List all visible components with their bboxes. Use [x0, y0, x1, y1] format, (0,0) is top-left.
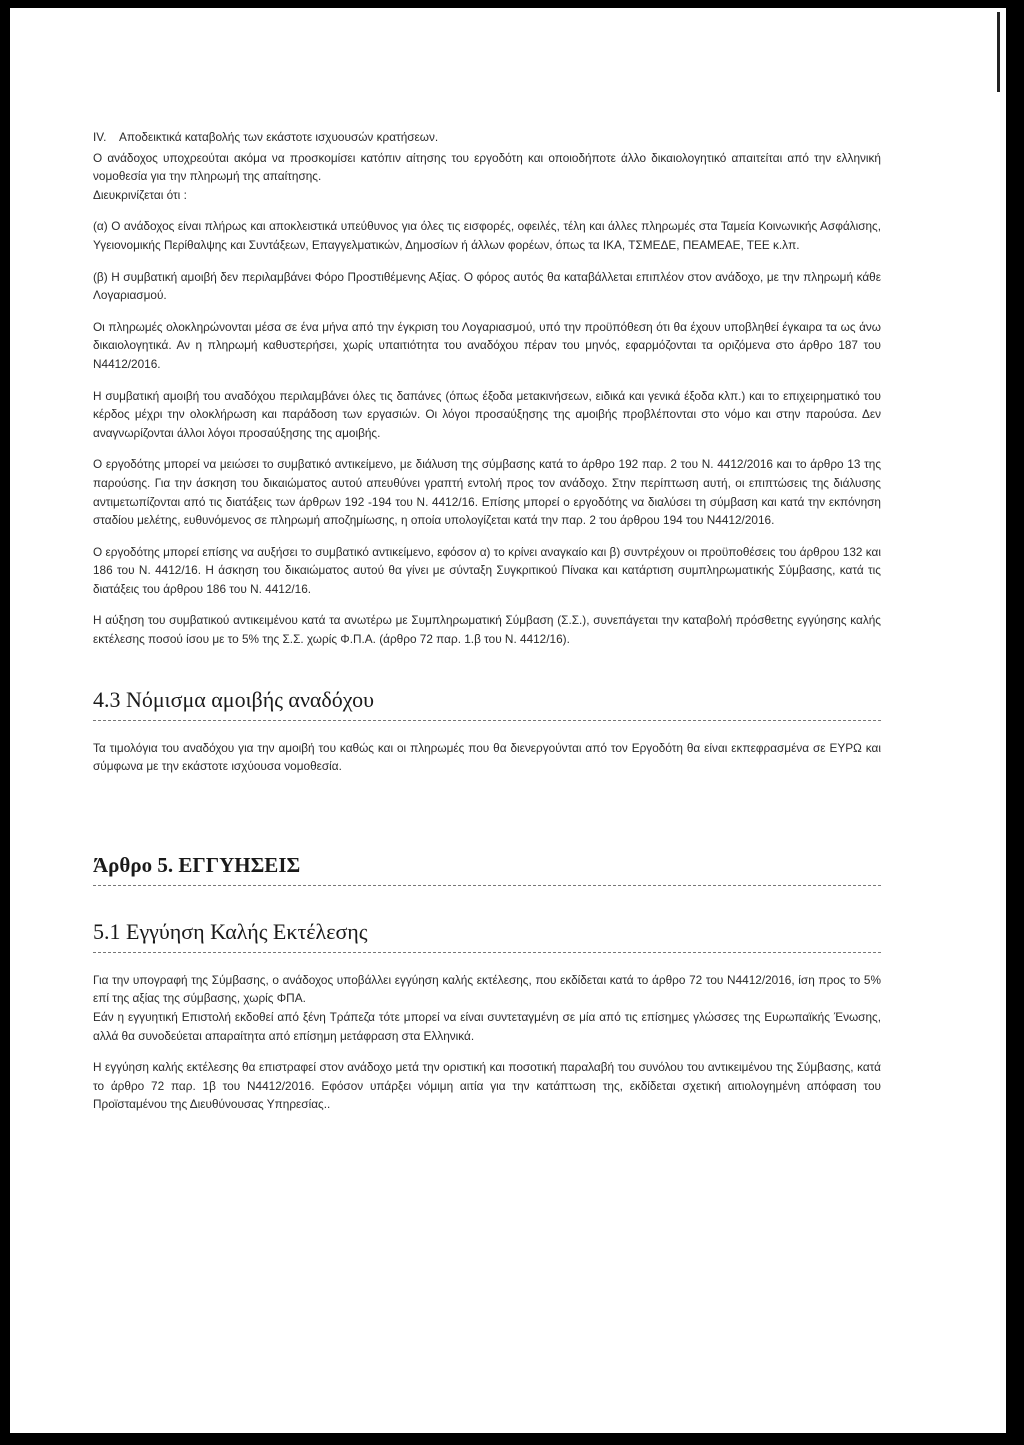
scan-edge-mark: [991, 12, 1000, 92]
paragraph: Ο εργοδότης μπορεί να μειώσει το συμβατικό αντικείμενο, με διάλυση της σύμβασης κατά το άρθρο 192 παρ. 2 του Ν. 4412/2016 και το άρθρο 13 της παρούσης. Για την άσκηση του δικαιώματος αυτού απευθύνει γραπτή εντολή προς τον ανάδοχο. Στην περίπτωση αυτή, οι επιπτώσεις της διάλυσης αντιμετωπίζονται από τις διατάξεις των άρθρων 192 -194 του Ν. 4412/16. Επίσης μπορεί ο εργοδότης να διαλύσει τη σύμβαση και κατά την εκπόνηση σταδίου μελέτης, ευθυνόμενος σε πληρωμή αποζημίωσης, η οποία υπολογίζεται κατά την παρ. 2 του άρθρου 194 του Ν4412/2016.: [93, 457, 881, 528]
article-5-heading: Άρθρο 5. ΕΓΓΥΗΣΕΙΣ: [93, 851, 881, 886]
paragraph: Η συμβατική αμοιβή του αναδόχου περιλαμβάνει όλες τις δαπάνες (όπως έξοδα μετακινήσεων, ειδικά και γενικά έξοδα κλπ.) και το επιχειρηματικό του κέρδος μέχρι την ολοκλήρωση και παράδοση των εργασιών. Οι λόγοι προσαύξησης της αμοιβής προβλέπονται στο νόμο και στην παρούσα. Δεν αναγνωρίζονται άλλοι λόγοι προσαύξησης της αμοιβής.: [93, 388, 881, 440]
paragraph: Η αύξηση του συμβατικού αντικειμένου κατά τα ανωτέρω με Συμπληρωματική Σύμβαση (Σ.Σ.), συνεπάγεται την καταβολή πρόσθετης εγγύησης καλής εκτέλεσης ποσού ίσου με το 5% της Σ.Σ. χωρίς Φ.Π.Α. (άρθρο 72 παρ. 1.β του Ν. 4412/16).: [93, 613, 881, 647]
section-5-1-paragraph: Εάν η εγγυητική Επιστολή εκδοθεί από ξένη Τράπεζα τότε μπορεί να είναι συντεταγμένη σε μία από τις επίσημες γλώσσες της Ευρωπαϊκής Ένωσης, αλλά θα συνοδεύεται απαραίτητα από επίσημη μετάφραση στα Ελληνικά.: [93, 1010, 881, 1043]
section-5-1-paragraph: Η εγγύηση καλής εκτέλεσης θα επιστραφεί στον ανάδοχο μετά την οριστική και ποσοτική παραλαβή του συνόλου του αντικειμένου της Σύμβασης, κατά το άρθρο 72 παρ. 1β του Ν4412/2016. Εφόσον υπάρξει νόμιμη αιτία για την κατάπτωση της, εκδίδεται σχετική αιτιολογημένη απόφαση του Προϊσταμένου της Διευθύνουσας Υπηρεσίας..: [93, 1060, 881, 1112]
document-content: [93, 128, 881, 1127]
paragraph: Ο εργοδότης μπορεί επίσης να αυξήσει το συμβατικό αντικείμενο, εφόσον α) το κρίνει αναγκαίο και β) συντρέχουν οι προϋποθέσεις του άρθρου 132 και 186 του Ν. 4412/16. Η άσκηση του δικαιώματος αυτού θα γίνει με σύνταξη Συγκριτικού Πίνακα και κατάρτιση συμπληρωματικής Σύμβασης, κατά τις διατάξεις του άρθρου 186 του Ν. 4412/16.: [93, 544, 881, 596]
section-iv-number: IV.: [93, 130, 107, 144]
document-page: [10, 8, 1006, 1433]
section-5-1-heading: 5.1 Εγγύηση Καλής Εκτέλεσης: [93, 918, 881, 953]
section-4-3-paragraph: Τα τιμολόγια του αναδόχου για την αμοιβή του καθώς και οι πληρωμές που θα διενεργούνται από τον Εργοδότη θα είναι εκπεφρασμένα σε ΕΥΡΩ και σύμφωνα με την εκάστοτε ισχύουσα νομοθεσία.: [93, 740, 881, 774]
paragraph-item-a: (α) Ο ανάδοχος είναι πλήρως και αποκλειστικά υπεύθυνος για όλες τις εισφορές, οφειλές, τέλη και άλλες πληρωμές στα Ταμεία Κοινωνικής Ασφάλισης, Υγειονομικής Περίθαλψης και Συντάξεων, Επαγγελματικών, Δημοσίων ή άλλων φορέων, όπως τα ΙΚΑ, ΤΣΜΕΔΕ, ΠΕΑΜΕΑΕ, ΤΕΕ κ.λπ.: [93, 219, 881, 252]
paragraph-item-b: (β) Η συμβατική αμοιβή δεν περιλαμβάνει Φόρο Προστιθέμενης Αξίας. Ο φόρος αυτός θα καταβάλλεται επιπλέον στον ανάδοχο, με την πληρωμή κάθε Λογαριασμού.: [93, 269, 881, 303]
section-5-1-paragraph: Για την υπογραφή της Σύμβασης, ο ανάδοχος υποβάλλει εγγύηση καλής εκτέλεσης, που εκδίδεται κατά το άρθρο 72 του Ν4412/2016, ίση προς το 5% επί της αξίας της σύμβασης, χωρίς ΦΠΑ.: [93, 972, 881, 1006]
section-4-3-heading: 4.3 Νόμισμα αμοιβής αναδόχου: [93, 686, 881, 721]
section-iv-heading: [93, 128, 881, 147]
section-iv-title: Αποδεικτικά καταβολής των εκάστοτε ισχυουσών κρατήσεων.: [119, 130, 439, 144]
paragraph: Διευκρινίζεται ότι :: [93, 187, 187, 202]
paragraph: Ο ανάδοχος υποχρεούται ακόμα να προσκομίσει κατόπιν αίτησης του εργοδότη και οποιοδήποτε άλλο δικαιολογητικό απαιτείται από την ελληνική νομοθεσία για την πληρωμή της απαίτησης.: [93, 150, 881, 184]
paragraph: Οι πληρωμές ολοκληρώνονται μέσα σε ένα μήνα από την έγκριση του Λογαριασμού, υπό την προϋπόθεση ότι θα έχουν υποβληθεί έγκαιρα τα ως άνω δικαιολογητικά. Αν η πληρωμή καθυστερήσει, χωρίς υπαιτιότητα του αναδόχου πέραν του μηνός, εφαρμόζονται τα οριζόμενα στο άρθρο 187 του Ν4412/2016.: [93, 319, 881, 371]
